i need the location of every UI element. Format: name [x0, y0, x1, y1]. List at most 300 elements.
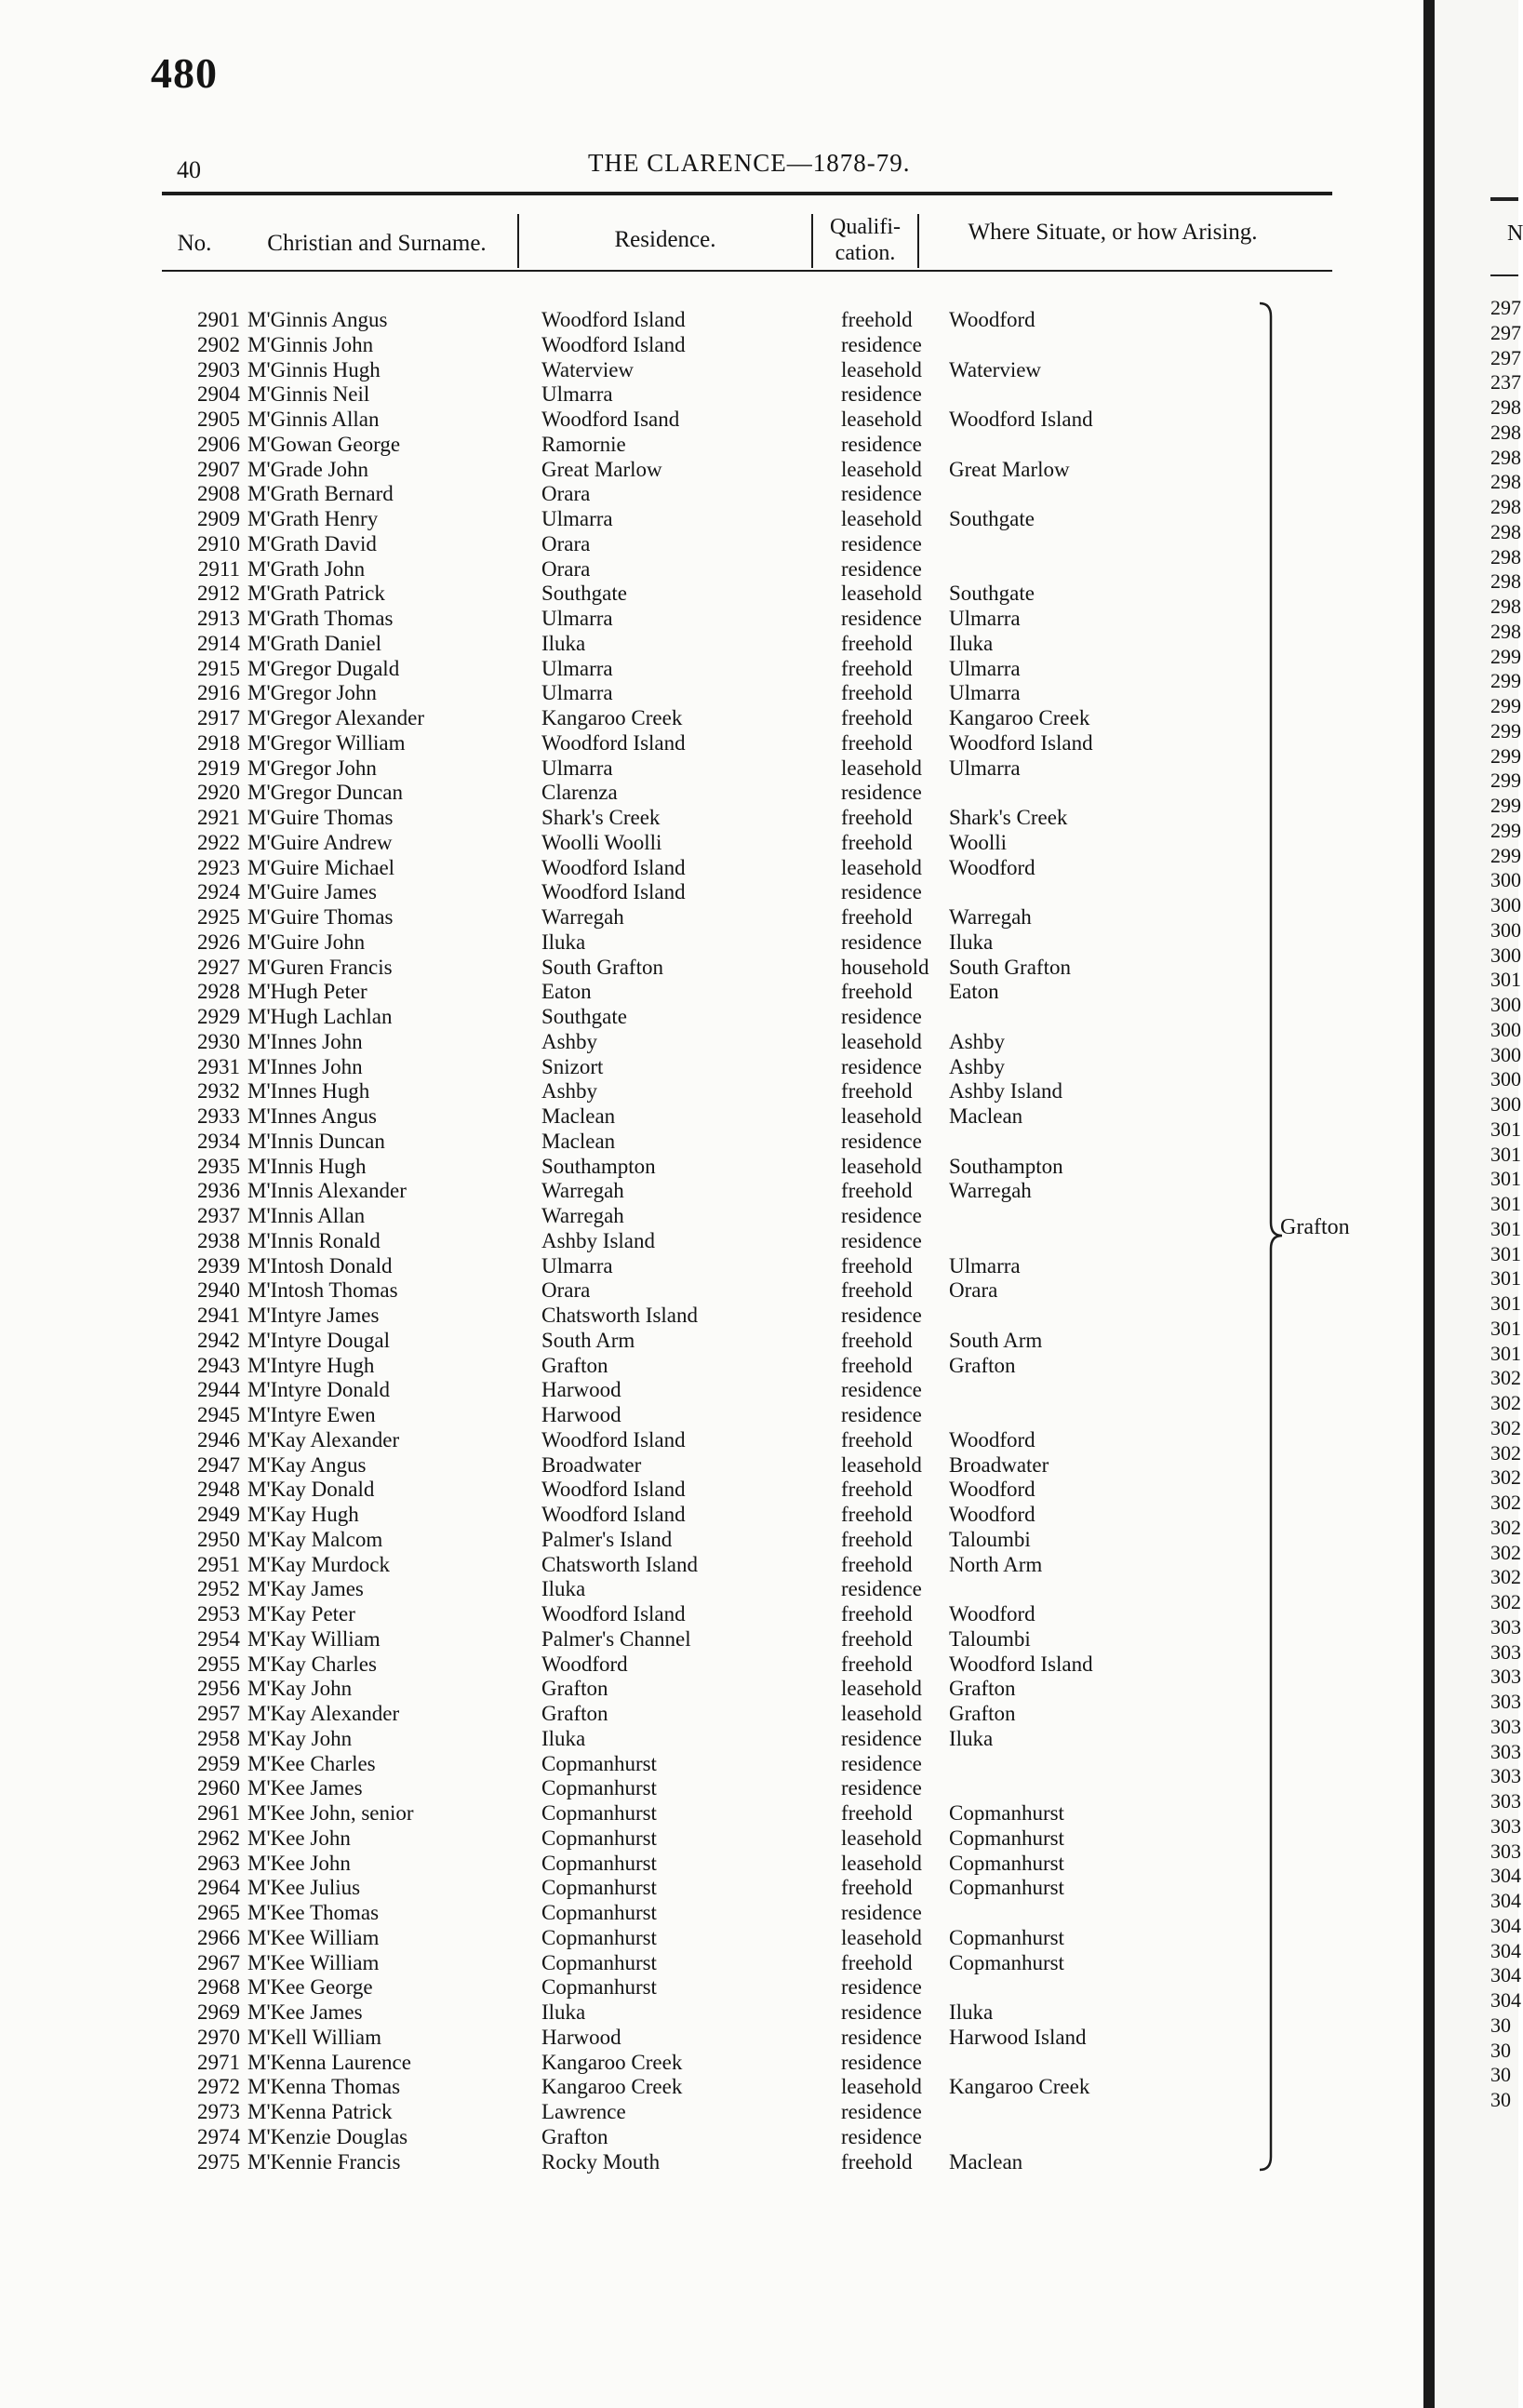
entry-qualification: leasehold	[841, 408, 922, 431]
adjacent-entry-number: 298	[1490, 569, 1521, 594]
table-row	[0, 1502, 1423, 1527]
entry-name: M'Innis Duncan	[247, 1129, 385, 1153]
entry-number: 2950	[197, 1527, 240, 1551]
entry-residence: Great Marlow	[541, 457, 662, 481]
entry-name: M'Kee James	[247, 1776, 363, 1800]
entry-qualification: leasehold	[841, 357, 922, 381]
entry-where-situate: Great Marlow	[949, 457, 1070, 481]
table-row	[0, 1800, 1423, 1826]
entry-name: M'Gregor John	[247, 756, 377, 780]
adjacent-entry-number: 304	[1490, 1988, 1521, 2012]
entry-number: 2921	[197, 806, 240, 829]
entry-number: 2949	[197, 1503, 240, 1526]
table-row	[0, 1775, 1423, 1800]
table-row	[0, 2050, 1423, 2075]
entry-where-situate: Iluka	[949, 1726, 994, 1750]
entry-where-situate: Woodford	[949, 855, 1035, 879]
entry-where-situate: Iluka	[949, 2000, 994, 2024]
entry-qualification: freehold	[841, 1427, 913, 1451]
entry-residence: Ashby Island	[541, 1228, 656, 1252]
entry-residence: Woodford Island	[541, 880, 686, 904]
table-row	[0, 1054, 1423, 1079]
table-row	[0, 1178, 1423, 1203]
entry-residence: Southampton	[541, 1154, 656, 1178]
entry-number: 2940	[197, 1278, 240, 1303]
table-row	[0, 1078, 1423, 1104]
entry-residence: Waterview	[541, 357, 635, 381]
entry-number: 2960	[197, 1776, 240, 1800]
entry-name: M'Intyre Hugh	[247, 1353, 375, 1377]
entry-where-situate: Woolli	[949, 830, 1008, 854]
entry-where-situate: Grafton	[949, 1677, 1016, 1701]
adjacent-entry-number: 300	[1490, 1067, 1521, 1091]
entry-name: M'Grath Daniel	[247, 631, 382, 655]
table-row	[0, 1726, 1423, 1751]
entry-number: 2974	[197, 2124, 240, 2148]
entry-name: M'Kee George	[247, 1975, 373, 2000]
entry-qualification: leasehold	[841, 1154, 922, 1178]
table-row	[0, 1353, 1423, 1378]
adjacent-entry-number: 303	[1490, 1714, 1521, 1738]
entry-number: 2973	[197, 2100, 240, 2123]
table-row	[0, 1701, 1423, 1726]
entry-where-situate: Copmanhurst	[949, 1801, 1064, 1825]
entry-number: 2935	[197, 1154, 240, 1178]
adjacent-entry-number: 300	[1490, 1092, 1521, 1116]
entry-residence: South Grafton	[541, 955, 663, 979]
table-row	[0, 1402, 1423, 1427]
adjacent-header-fragment: N	[1507, 221, 1523, 246]
adjacent-entry-number: 300	[1490, 868, 1521, 892]
entry-number: 2917	[197, 706, 240, 729]
entry-qualification: residence	[841, 332, 922, 356]
adjacent-entry-number: 299	[1490, 794, 1521, 817]
entry-number: 2909	[197, 507, 240, 530]
adjacent-entry-number: 301	[1490, 1142, 1521, 1166]
entry-name: M'Intosh Thomas	[247, 1278, 398, 1303]
entry-number: 2959	[197, 1751, 240, 1775]
entry-qualification: residence	[841, 1726, 922, 1750]
table-row	[0, 556, 1423, 582]
entry-qualification: residence	[841, 1901, 922, 1924]
entry-name: M'Kee William	[247, 1925, 380, 1949]
entry-name: M'Innes John	[247, 1054, 363, 1078]
folio-number: 480	[151, 49, 218, 97]
entry-name: M'Kenna Laurence	[247, 2050, 411, 2074]
adjacent-entry-number: 30	[1490, 2038, 1511, 2062]
adjacent-entry-number: 299	[1490, 818, 1521, 842]
entry-where-situate: South Arm	[949, 1328, 1043, 1352]
entry-qualification: leasehold	[841, 1851, 922, 1875]
adjacent-entry-number: 237	[1490, 370, 1521, 395]
entry-qualification: residence	[841, 482, 922, 506]
entry-qualification: residence	[841, 1228, 922, 1252]
entry-number: 2908	[197, 482, 240, 506]
entry-residence: Ulmarra	[541, 656, 613, 680]
entry-qualification: leasehold	[841, 457, 922, 481]
entry-name: M'Guire Thomas	[247, 905, 394, 929]
entry-residence: Orara	[541, 531, 591, 555]
table-row	[0, 1129, 1423, 1154]
bracket-label: Grafton	[1280, 1215, 1350, 1239]
entry-number: 2920	[197, 781, 240, 805]
adjacent-entry-number: 304	[1490, 1938, 1521, 1962]
entry-number: 2928	[197, 980, 240, 1004]
table-row	[0, 1527, 1423, 1552]
running-title: THE CLARENCE—1878-79.	[588, 149, 911, 177]
entry-qualification: leasehold	[841, 1029, 922, 1053]
entry-number: 2972	[197, 2075, 240, 2099]
table-row	[0, 1278, 1423, 1303]
entry-name: M'Innes Angus	[247, 1104, 377, 1128]
adjacent-entry-number: 302	[1490, 1491, 1521, 1514]
entry-name: M'Intyre Ewen	[247, 1403, 376, 1426]
adjacent-entry-number: 301	[1490, 1216, 1521, 1240]
adjacent-entry-number: 298	[1490, 395, 1521, 419]
entry-qualification: freehold	[841, 631, 913, 655]
table-row	[0, 879, 1423, 904]
entry-number: 2948	[197, 1478, 240, 1502]
entry-name: M'Kennie Francis	[247, 2149, 401, 2174]
entry-number: 2942	[197, 1328, 240, 1352]
entry-number: 2957	[197, 1702, 240, 1725]
entry-name: M'Gregor Duncan	[247, 781, 404, 805]
entry-where-situate: Broadwater	[949, 1452, 1049, 1477]
entry-residence: Harwood	[541, 1403, 621, 1426]
entry-residence: Copmanhurst	[541, 1876, 657, 1900]
entry-qualification: freehold	[841, 980, 913, 1004]
page-number: 40	[177, 156, 201, 183]
entry-number: 2907	[197, 457, 240, 481]
entry-residence: Kangaroo Creek	[541, 2050, 683, 2074]
adjacent-entry-number: 304	[1490, 1963, 1521, 1987]
adjacent-entry-number: 299	[1490, 669, 1521, 693]
entry-where-situate: Iluka	[949, 631, 994, 655]
entry-number: 2963	[197, 1851, 240, 1875]
entry-qualification: freehold	[841, 1253, 913, 1278]
entry-name: M'Kenna Thomas	[247, 2075, 401, 2099]
adjacent-entry-number: 302	[1490, 1515, 1521, 1539]
table-row	[0, 1452, 1423, 1478]
entry-number: 2945	[197, 1403, 240, 1426]
entry-name: M'Kay John	[247, 1726, 353, 1750]
entry-name: M'Kee John, senior	[247, 1801, 414, 1825]
table-row	[0, 1377, 1423, 1402]
entry-qualification: freehold	[841, 1652, 913, 1676]
entry-where-situate: Copmanhurst	[949, 1826, 1064, 1850]
entry-where-situate: Southgate	[949, 507, 1035, 530]
adjacent-entry-number: 299	[1490, 843, 1521, 867]
entry-name: M'Kell William	[247, 2025, 381, 2049]
entry-qualification: residence	[841, 1751, 922, 1775]
table-row	[0, 1328, 1423, 1353]
adjacent-entry-number: 299	[1490, 644, 1521, 668]
table-row	[0, 2099, 1423, 2124]
entry-name: M'Gregor Dugald	[247, 656, 400, 680]
entry-qualification: freehold	[841, 830, 913, 854]
entry-residence: Warregah	[541, 1179, 624, 1203]
adjacent-entry-number: 301	[1490, 1341, 1521, 1365]
entry-number: 2941	[197, 1304, 240, 1327]
table-row	[0, 381, 1423, 407]
adjacent-entry-number: 300	[1490, 1017, 1521, 1041]
entry-residence: Harwood	[541, 1378, 621, 1402]
entry-number: 2964	[197, 1876, 240, 1900]
entry-where-situate: South Grafton	[949, 955, 1071, 979]
adjacent-entry-number: 300	[1490, 993, 1521, 1016]
table-row	[0, 1652, 1423, 1677]
adjacent-entry-number: 302	[1490, 1590, 1521, 1613]
entry-qualification: freehold	[841, 1179, 913, 1203]
table-row	[0, 1253, 1423, 1278]
entry-name: M'Kee James	[247, 2000, 363, 2024]
entry-qualification: leasehold	[841, 1452, 922, 1477]
entry-name: M'Innis Ronald	[247, 1228, 381, 1252]
table-row	[0, 1303, 1423, 1328]
entry-qualification: freehold	[841, 1950, 913, 1974]
entry-number: 2937	[197, 1204, 240, 1227]
entry-qualification: residence	[841, 1304, 922, 1327]
entry-number: 2939	[197, 1253, 240, 1278]
entry-qualification: freehold	[841, 806, 913, 829]
adjacent-entry-number: 30	[1490, 2088, 1511, 2111]
entry-number: 2934	[197, 1129, 240, 1153]
entry-number: 2970	[197, 2025, 240, 2049]
entry-qualification: freehold	[841, 1527, 913, 1551]
entry-residence: Palmer's Island	[541, 1527, 673, 1551]
entry-residence: Ulmarra	[541, 681, 613, 705]
table-row	[0, 1228, 1423, 1253]
entry-number: 2922	[197, 830, 240, 854]
adjacent-entry-number: 299	[1490, 769, 1521, 793]
entry-name: M'Kenzie Douglas	[247, 2124, 408, 2148]
adjacent-entry-number: 298	[1490, 445, 1521, 469]
entry-name: M'Guire Andrew	[247, 830, 393, 854]
entry-residence: Copmanhurst	[541, 1776, 657, 1800]
entry-name: M'Guire John	[247, 930, 366, 954]
table-row	[0, 531, 1423, 556]
entry-qualification: residence	[841, 2100, 922, 2123]
table-row	[0, 979, 1423, 1004]
entry-residence: Grafton	[541, 1677, 608, 1701]
adjacent-entry-number: 302	[1490, 1540, 1521, 1564]
entry-number: 2927	[197, 955, 240, 979]
table-row	[0, 1875, 1423, 1900]
entry-residence: Copmanhurst	[541, 1901, 657, 1924]
entry-number: 2923	[197, 855, 240, 879]
entry-where-situate: Warregah	[949, 905, 1032, 929]
entry-qualification: leasehold	[841, 756, 922, 780]
entry-name: M'Intosh Donald	[247, 1253, 393, 1278]
adjacent-entry-number: 302	[1490, 1391, 1521, 1414]
entry-name: M'Kay Hugh	[247, 1503, 359, 1526]
entry-where-situate: Maclean	[949, 1104, 1023, 1128]
table-row	[0, 830, 1423, 855]
entry-name: M'Intyre Donald	[247, 1378, 390, 1402]
table-row	[0, 457, 1423, 482]
entry-where-situate: Ulmarra	[949, 681, 1021, 705]
adjacent-header-rule	[1490, 274, 1518, 276]
table-row	[0, 1751, 1423, 1776]
table-row	[0, 307, 1423, 332]
entry-number: 2947	[197, 1452, 240, 1477]
adjacent-entry-number: 304	[1490, 1889, 1521, 1912]
entry-number: 2931	[197, 1054, 240, 1078]
entry-number: 2932	[197, 1079, 240, 1104]
entry-residence: Palmer's Channel	[541, 1626, 691, 1651]
table-row	[0, 730, 1423, 756]
adjacent-entry-number: 298	[1490, 495, 1521, 518]
entry-residence: Orara	[541, 1278, 591, 1303]
entry-number: 2938	[197, 1228, 240, 1252]
table-row	[0, 904, 1423, 930]
entry-residence: Kangaroo Creek	[541, 2075, 683, 2099]
entry-number: 2971	[197, 2050, 240, 2074]
entry-name: M'Kenna Patrick	[247, 2100, 393, 2123]
header-bottom-rule	[162, 270, 1332, 272]
adjacent-entry-number: 302	[1490, 1440, 1521, 1465]
entry-name: M'Ginnis Hugh	[247, 357, 381, 381]
header-qualification: Qualifi- cation.	[830, 215, 901, 265]
table-row	[0, 756, 1423, 781]
adjacent-entry-number: 299	[1490, 743, 1521, 768]
entry-name: M'Kee John	[247, 1826, 351, 1850]
entry-residence: Woodford Island	[541, 332, 686, 356]
entry-where-situate: Ulmarra	[949, 656, 1021, 680]
table-row	[0, 1950, 1423, 1975]
entry-number: 2954	[197, 1626, 240, 1651]
entry-where-situate: Warregah	[949, 1179, 1032, 1203]
entry-where-situate: Ashby	[949, 1054, 1006, 1078]
table-row	[0, 1826, 1423, 1851]
entry-residence: Copmanhurst	[541, 1826, 657, 1850]
entry-residence: Woodford Island	[541, 308, 686, 331]
entry-name: M'Gowan George	[247, 432, 401, 456]
column-divider	[811, 214, 813, 268]
entry-name: M'Ginnis Angus	[247, 308, 388, 331]
entry-where-situate: Copmanhurst	[949, 1876, 1064, 1900]
entry-residence: Woodford Island	[541, 1602, 686, 1625]
entry-qualification: freehold	[841, 308, 913, 331]
entry-residence: Woodford Island	[541, 730, 686, 755]
entry-number: 2956	[197, 1677, 240, 1701]
entry-residence: Iluka	[541, 1577, 586, 1601]
entry-number: 2975	[197, 2149, 240, 2174]
entry-residence: Orara	[541, 482, 591, 506]
table-row	[0, 1576, 1423, 1601]
table-row	[0, 407, 1423, 432]
table-row	[0, 2124, 1423, 2149]
entry-residence: Woodford	[541, 1652, 628, 1676]
entry-qualification: freehold	[841, 1278, 913, 1303]
entry-where-situate: Woodford Island	[949, 1652, 1093, 1676]
entry-name: M'Guire Thomas	[247, 806, 394, 829]
adjacent-entry-number: 302	[1490, 1415, 1521, 1439]
entry-where-situate: Southampton	[949, 1154, 1063, 1178]
adjacent-entry-number: 297	[1490, 320, 1521, 344]
table-row	[0, 1427, 1423, 1452]
entry-where-situate: Iluka	[949, 930, 994, 954]
entry-residence: Orara	[541, 556, 591, 581]
entry-where-situate: Ashby	[949, 1029, 1006, 1053]
column-divider	[917, 214, 919, 268]
entry-qualification: residence	[841, 1378, 922, 1402]
table-row	[0, 332, 1423, 357]
entry-qualification: residence	[841, 2050, 922, 2074]
column-divider	[517, 214, 519, 268]
entry-residence: Woodford Island	[541, 1503, 686, 1526]
entry-qualification: leasehold	[841, 855, 922, 879]
entry-where-situate: Orara	[949, 1278, 998, 1303]
adjacent-entry-number: 301	[1490, 1117, 1521, 1141]
table-row	[0, 1154, 1423, 1179]
adjacent-entry-number: 298	[1490, 420, 1521, 444]
entry-qualification: freehold	[841, 1079, 913, 1104]
entry-number: 2967	[197, 1950, 240, 1974]
table-row	[0, 705, 1423, 730]
table-row	[0, 930, 1423, 955]
entry-number: 2914	[197, 631, 240, 655]
table-row	[0, 1851, 1423, 1876]
entry-where-situate: Woodford	[949, 1427, 1035, 1451]
entry-name: M'Ginnis Neil	[247, 382, 370, 407]
entry-qualification: freehold	[841, 1478, 913, 1502]
table-row	[0, 1477, 1423, 1502]
entry-name: M'Kee Charles	[247, 1751, 376, 1775]
table-row	[0, 1004, 1423, 1029]
entry-name: M'Kay Murdock	[247, 1552, 390, 1576]
binding-shadow	[1423, 0, 1435, 2408]
entry-name: M'Grath John	[247, 556, 366, 581]
entry-name: M'Grade John	[247, 457, 368, 481]
entry-residence: Southgate	[541, 1005, 627, 1028]
table-row	[0, 1925, 1423, 1950]
adjacent-entry-number: 30	[1490, 2063, 1511, 2087]
table-row	[0, 1552, 1423, 1577]
entry-residence: Broadwater	[541, 1452, 642, 1477]
adjacent-entry-number: 304	[1490, 1864, 1521, 1888]
adjacent-page-fragment	[1435, 0, 1523, 2408]
entry-number: 2943	[197, 1353, 240, 1377]
entry-qualification: freehold	[841, 1328, 913, 1352]
adjacent-entry-number: 303	[1490, 1839, 1521, 1863]
table-row	[0, 805, 1423, 830]
entry-where-situate: North Arm	[949, 1552, 1043, 1576]
table-row	[0, 506, 1423, 531]
entry-name: M'Kay Alexander	[247, 1702, 400, 1725]
entry-number: 2946	[197, 1427, 240, 1451]
adjacent-entry-number: 301	[1490, 1192, 1521, 1215]
entry-name: M'Hugh Lachlan	[247, 1005, 393, 1028]
adjacent-entry-number: 298	[1490, 544, 1521, 569]
entry-where-situate: Grafton	[949, 1353, 1016, 1377]
adjacent-entry-number: 304	[1490, 1913, 1521, 1937]
adjacent-entry-number: 303	[1490, 1789, 1521, 1813]
table-row	[0, 2149, 1423, 2174]
entry-number: 2958	[197, 1726, 240, 1750]
entry-qualification: residence	[841, 2000, 922, 2024]
entry-where-situate: Copmanhurst	[949, 1851, 1064, 1875]
entry-residence: Ulmarra	[541, 382, 613, 407]
adjacent-entry-number: 301	[1490, 1241, 1521, 1265]
entry-qualification: freehold	[841, 1602, 913, 1625]
entry-residence: Ulmarra	[541, 507, 613, 530]
entry-qualification: freehold	[841, 1876, 913, 1900]
entry-qualification: residence	[841, 930, 922, 954]
entry-name: M'Kay Angus	[247, 1452, 367, 1477]
entry-number: 2944	[197, 1378, 240, 1402]
entry-number: 2910	[197, 531, 240, 555]
